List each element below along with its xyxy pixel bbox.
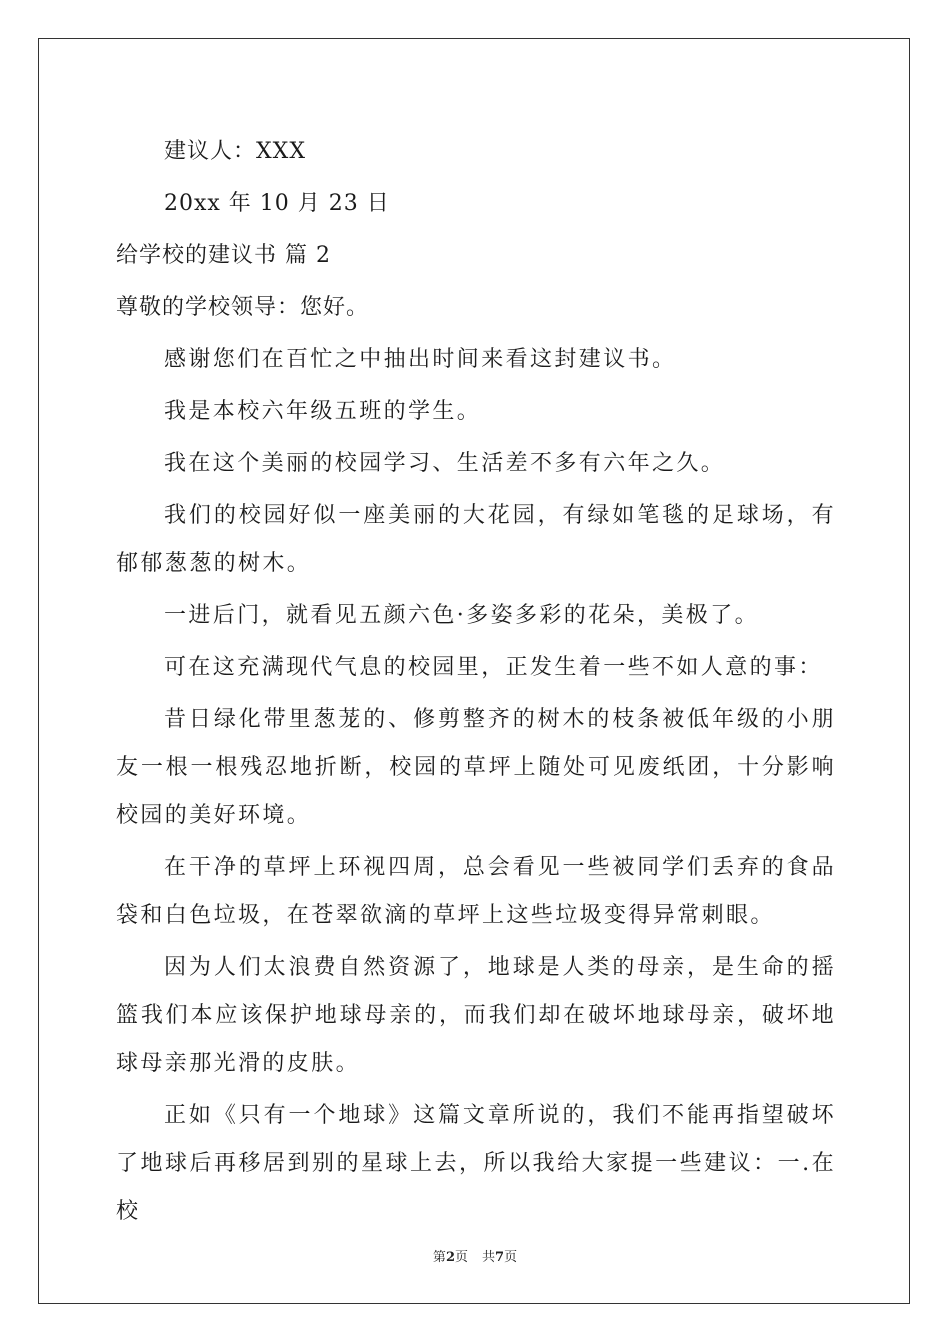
paragraph: 可在这充满现代气息的校园里，正发生着一些不如人意的事： (164, 655, 823, 680)
paragraph: 在干净的草坪上环视四周，总会看见一些被同学们丢弃的食品袋和白色垃圾，在苍翠欲滴的草坪上这些垃圾变得异常刺眼。 (116, 855, 836, 928)
paragraph: 感谢您们在百忙之中抽出时间来看这封建议书。 (164, 347, 677, 372)
total-prefix: 共 (482, 1250, 496, 1265)
current-page-number: 2 (445, 1250, 455, 1265)
page-suffix: 页 (454, 1250, 468, 1265)
page-footer (0, 1246, 950, 1265)
paragraph: 昔日绿化带里葱茏的、修剪整齐的树木的枝条被低年级的小朋友一根一根残忍地折断，校园的草坪上随处可见废纸团，十分影响校园的美好环境。 (116, 707, 836, 828)
paragraph: 因为人们太浪费自然资源了，地球是人类的母亲，是生命的摇篮我们本应该保护地球母亲的，而我们却在破坏地球母亲，破坏地球母亲那光滑的皮肤。 (116, 955, 836, 1076)
paragraph: 我是本校六年级五班的学生。 (164, 399, 482, 424)
page-prefix: 第 (432, 1250, 446, 1265)
paragraph: 正如《只有一个地球》这篇文章所说的，我们不能再指望破坏了地球后再移居到别的星球上去，所以我给大家提一些建议：一.在校 (116, 1103, 836, 1224)
signature-line: 建议人：XXX (164, 139, 306, 164)
total-page-count: 7 (495, 1250, 505, 1265)
paragraph: 我们的校园好似一座美丽的大花园，有绿如笔毯的足球场，有郁郁葱葱的树木。 (116, 503, 836, 576)
document-body (116, 128, 836, 1236)
paragraph: 我在这个美丽的校园学习、生活差不多有六年之久。 (164, 451, 726, 476)
salutation: 尊敬的学校领导：您好。 (116, 295, 370, 320)
date-line: 20xx 年 10 月 23 日 (164, 191, 390, 216)
paragraph: 一进后门，就看见五颜六色·多姿多彩的花朵，美极了。 (164, 603, 759, 628)
section-title: 给学校的建议书 篇 2 (116, 243, 331, 268)
total-suffix: 页 (504, 1250, 518, 1265)
